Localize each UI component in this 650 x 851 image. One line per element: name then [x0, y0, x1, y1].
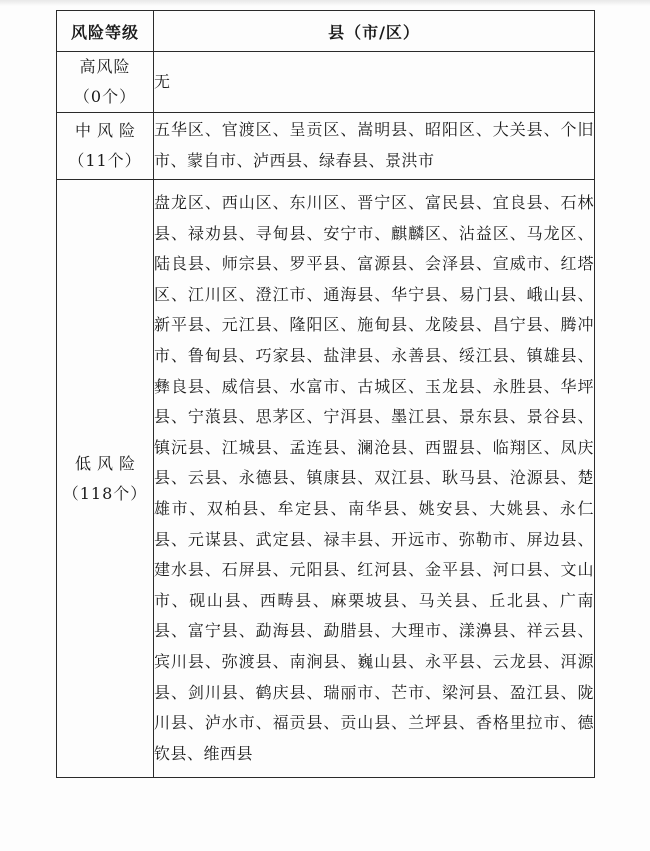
level-cell-medium	[57, 113, 154, 180]
header-county: 县（市/区）	[154, 11, 595, 52]
level-count-medium: （11个）	[68, 151, 142, 170]
level-name-medium: 中风险	[74, 121, 141, 140]
level-count-high: （0个）	[73, 87, 137, 106]
county-list-low: 盘龙区、西山区、东川区、晋宁区、富民县、宜良县、石林县、禄劝县、寻甸县、安宁市、麒麟区、沾益区、马龙区、陆良县、师宗县、罗平县、富源县、会泽县、宣威市、红塔区、江川区、澄江市、通海县、华宁县、易门县、峨山县、新平县、元江县、隆阳区、施甸县、龙陵县、昌宁县、腾冲市、鲁甸县、巧家县、盐津县、永善县、绥江县、镇雄县、彝良县、威信县、水富市、古城区、玉龙县、永胜县、华坪县、宁蒗县、思茅区、宁洱县、墨江县、景东县、景谷县、镇沅县、江城县、孟连县、澜沧县、西盟县、临翔区、凤庆县、云县、永德县、镇康县、双江县、耿马县、沧源县、楚雄市、双柏县、牟定县、南华县、姚安县、大姚县、永仁县、元谋县、武定县、禄丰县、开远市、弥勒市、屏边县、建水县、石屏县、元阳县、红河县、金平县、河口县、文山市、砚山县、西畴县、麻栗坡县、马关县、丘北县、广南县、富宁县、勐海县、勐腊县、大理市、漾濞县、祥云县、宾川县、弥渡县、南涧县、巍山县、永平县、云龙县、洱源县、剑川县、鹤庆县、瑞丽市、芒市、梁河县、盈江县、陇川县、泸水市、福贡县、贡山县、兰坪县、香格里拉市、德钦县、维西县	[154, 180, 595, 778]
level-cell-low	[57, 180, 154, 778]
level-count-low: （118个）	[62, 483, 148, 503]
risk-level-table	[56, 10, 595, 778]
table-row-low-risk	[57, 180, 595, 778]
level-name-high: 高风险	[79, 57, 131, 76]
header-risk-level: 风险等级	[57, 11, 154, 52]
table-row-medium-risk	[57, 113, 595, 180]
table-header-row	[57, 11, 595, 52]
level-cell-high	[57, 52, 154, 113]
county-list-medium: 五华区、官渡区、呈贡区、嵩明县、昭阳区、大关县、个旧市、蒙自市、泸西县、绿春县、景洪市	[154, 113, 595, 180]
level-name-low: 低风险	[74, 453, 141, 473]
county-list-high: 无	[154, 52, 595, 113]
page-top-shadow	[0, 0, 650, 6]
table-row-high-risk	[57, 52, 595, 113]
